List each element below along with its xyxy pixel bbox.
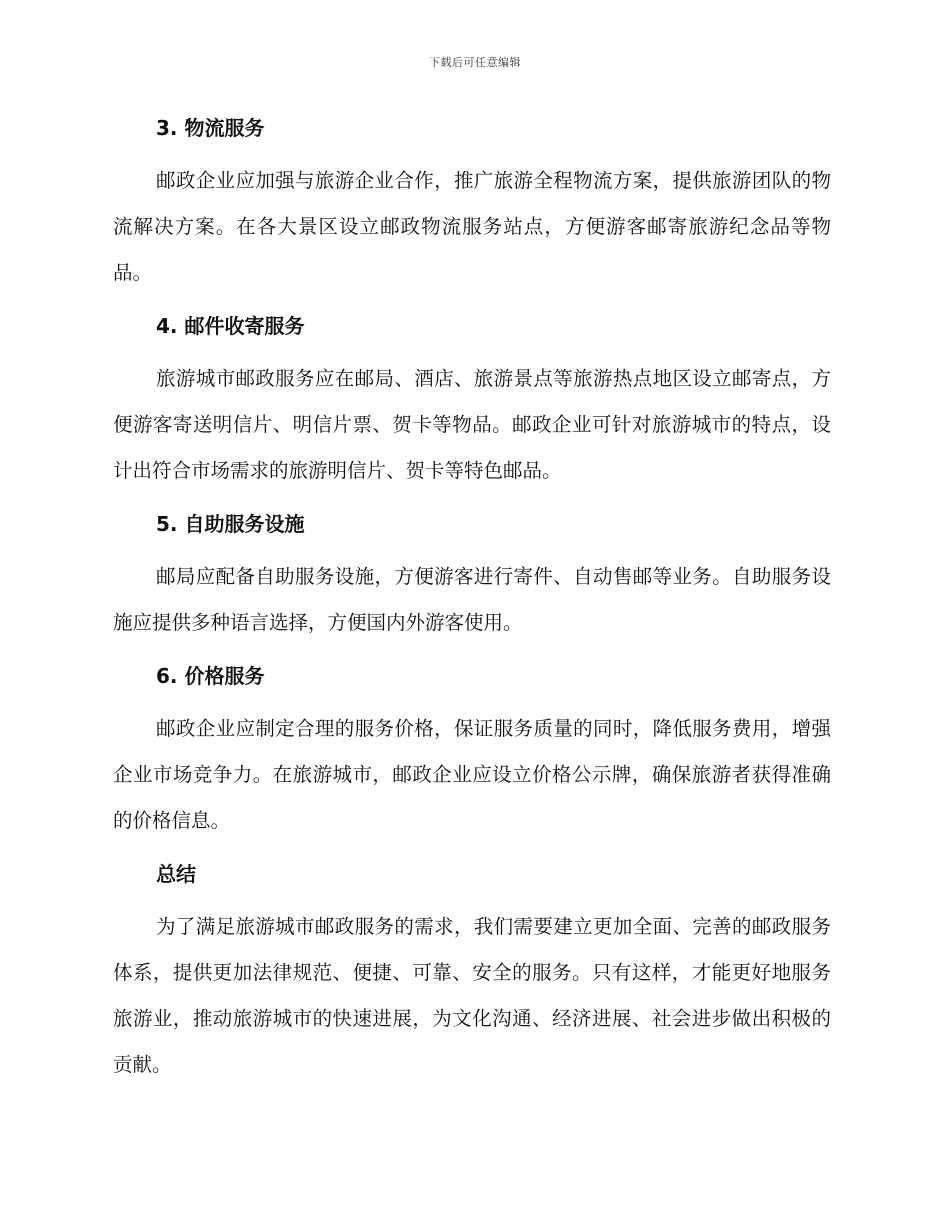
- document-body: [113, 110, 831, 1088]
- section-summary: [113, 856, 831, 1088]
- section-mail-collection: [113, 308, 831, 506]
- section-logistics: [113, 110, 831, 308]
- section-heading: 4. 邮件收寄服务: [156, 314, 305, 338]
- section-paragraph: 邮政企业应加强与旅游企业合作，推广旅游全程物流方案，提供旅游团队的物流解决方案。在各大景区设立邮政物流服务站点，方便游客邮寄旅游纪念品等物品。: [113, 169, 831, 284]
- section-heading: 6. 价格服务: [156, 664, 265, 688]
- section-heading: 3. 物流服务: [156, 116, 265, 140]
- section-paragraph: 旅游城市邮政服务应在邮局、酒店、旅游景点等旅游热点地区设立邮寄点，方便游客寄送明信片、明信片票、贺卡等物品。邮政企业可针对旅游城市的特点，设计出符合市场需求的旅游明信片、贺卡等特色邮品。: [113, 367, 831, 482]
- section-paragraph: 邮局应配备自助服务设施，方便游客进行寄件、自动售邮等业务。自助服务设施应提供多种语言选择，方便国内外游客使用。: [113, 565, 831, 634]
- section-heading: 5. 自助服务设施: [156, 512, 305, 536]
- section-pricing: [113, 658, 831, 856]
- section-paragraph: 邮政企业应制定合理的服务价格，保证服务质量的同时，降低服务费用，增强企业市场竞争力。在旅游城市，邮政企业应设立价格公示牌，确保旅游者获得准确的价格信息。: [113, 717, 831, 832]
- section-self-service: [113, 506, 831, 658]
- section-heading: 总结: [156, 862, 196, 886]
- page-header-note: 下载后可任意编辑: [429, 56, 521, 69]
- section-paragraph: 为了满足旅游城市邮政服务的需求，我们需要建立更加全面、完善的邮政服务体系，提供更加法律规范、便捷、可靠、安全的服务。只有这样，才能更好地服务旅游业，推动旅游城市的快速进展，为文化沟通、经济进展、社会进步做出积极的贡献。: [113, 915, 831, 1076]
